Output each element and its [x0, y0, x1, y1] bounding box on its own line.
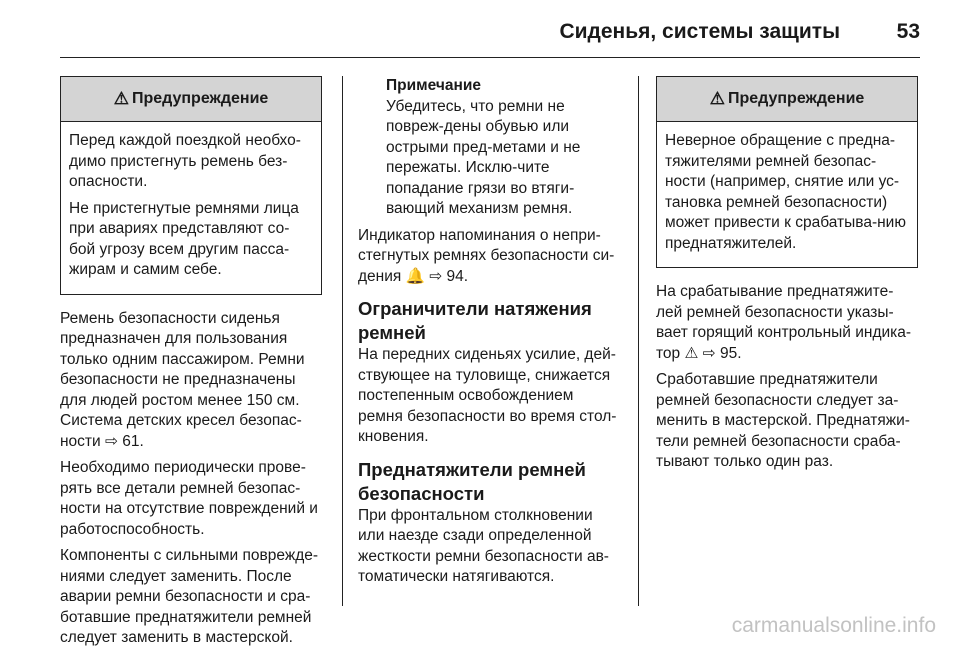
body-paragraph: На срабатывание преднатяжите-лей ремней безопасности указы-вает горящий контрольный индика-тор ⚠ ⇨ 95. [656, 283, 912, 362]
section-heading-belt-limiters: Ограничители натяжения ремней [358, 298, 592, 343]
body-paragraph: Ремень безопасности сиденья предназначен для пользования только одним пассажиром. Ремни безопасности не предназначены для людей ростом менее 150 см. Система детских кресел безопас-ности ⇨ 61. [60, 309, 305, 450]
header-rule [60, 57, 920, 58]
indicator-paragraph: Индикатор напоминания о непри-стегнутых ремнях безопасности си-дения 🔔 ⇨ 94. [358, 226, 615, 285]
section-heading-pretensioners: Преднатяжители ремней безопасности [358, 458, 586, 504]
warning-title-1: Предупреждение [131, 89, 269, 107]
page-header [0, 16, 960, 56]
warning-title-2: Предупреждение [727, 89, 865, 107]
body-paragraph: Сработавшие преднатяжители ремней безопасности следует за-менить в мастерской. Преднатяжи-тели ремней безопасности сраба-тывают только один раз. [656, 371, 910, 470]
warning-triangle-icon: ⚠ [113, 88, 129, 108]
page-title: Сиденья, системы защиты [559, 20, 840, 43]
body-paragraph: При фронтальном столкновении или наезде сзади определенной жесткости ремни безопасности ав-томатически натягиваются. [358, 506, 609, 585]
warning-triangle-icon: ⚠ [709, 88, 725, 108]
note-title: Примечание [386, 77, 481, 94]
page-number: 53 [896, 20, 920, 43]
warning-header-1 [61, 77, 321, 122]
warning-box-1 [60, 76, 322, 295]
warning-box-2 [656, 76, 918, 268]
column-2 [358, 76, 620, 594]
warning-header-2 [657, 77, 917, 122]
column-divider-1 [342, 76, 343, 606]
note-text: Убедитесь, что ремни не повреж-дены обувью или острыми пред-метами и не пережаты. Исклю-чите попадание грязи во втяги-вающий механизм ремня. [386, 97, 581, 217]
note-block [358, 76, 620, 220]
warning-paragraph: Перед каждой поездкой необхо-димо пристегнуть ремень без-опасности. [69, 132, 301, 190]
warning-body-1 [61, 122, 321, 294]
column-divider-2 [638, 76, 639, 606]
column-3 [656, 76, 918, 479]
body-paragraph: На передних сиденьях усилие, дей-ствующее на туловище, снижается постепенным освобождением ремня безопасности во время стол-кновения. [358, 346, 617, 445]
watermark: carmanualsonline.info [731, 614, 936, 637]
body-paragraph: Компоненты с сильными поврежде-ниями следует заменить. После аварии ремни безопасности и сра-ботавшие преднатяжители ремней следует заменить в мастерской. [60, 547, 319, 646]
warning-body-2 [657, 122, 917, 267]
column-1 [60, 76, 322, 655]
body-paragraph: Необходимо периодически прове-рять все детали ремней безопас-ности на отсутствие повреждений и работоспособность. [60, 459, 318, 538]
warning-paragraph: Не пристегнутые ремнями лица при авариях представляют со-бой угрозу всем другим пасса-жирам и самим себе. [69, 199, 299, 278]
warning-paragraph: Неверное обращение с предна-тяжителями ремней безопас-ности (например, снятие или ус-тановка ремней безопасности) может привести к срабатыва-нию преднатяжителей. [665, 132, 906, 252]
